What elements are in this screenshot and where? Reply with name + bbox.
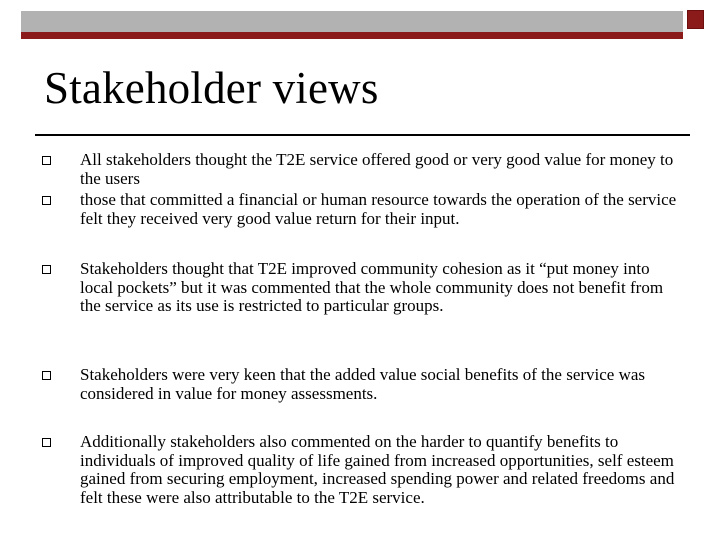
hollow-square-bullet-icon bbox=[42, 438, 51, 447]
bullet-text: Stakeholders were very keen that the added value social benefits of the service was considered in value for money assessments. bbox=[80, 365, 646, 403]
hollow-square-bullet-icon bbox=[42, 196, 51, 205]
bullet-text: All stakeholders thought the T2E service offered good or very good value for money to the users bbox=[80, 150, 674, 188]
bullet-text: Additionally stakeholders also commented on the harder to quantify benefits to individuals of improved quality of life gained from increased opportunities, self esteem gained from securing employment, increased spending power and related freedoms and felt these were also attributable to the T2E service. bbox=[80, 432, 675, 507]
bullet-text: those that committed a financial or human resource towards the operation of the service felt they received very good value return for their input. bbox=[80, 190, 677, 228]
slide-title: Stakeholder views bbox=[44, 63, 379, 113]
hollow-square-bullet-icon bbox=[42, 265, 51, 274]
hollow-square-bullet-icon bbox=[42, 371, 51, 380]
hollow-square-bullet-icon bbox=[42, 156, 51, 165]
bullet-text: Stakeholders thought that T2E improved community cohesion as it “put money into local pockets” but it was commented that the whole community does not benefit from the service as its use is restricted to particular groups. bbox=[80, 259, 664, 315]
